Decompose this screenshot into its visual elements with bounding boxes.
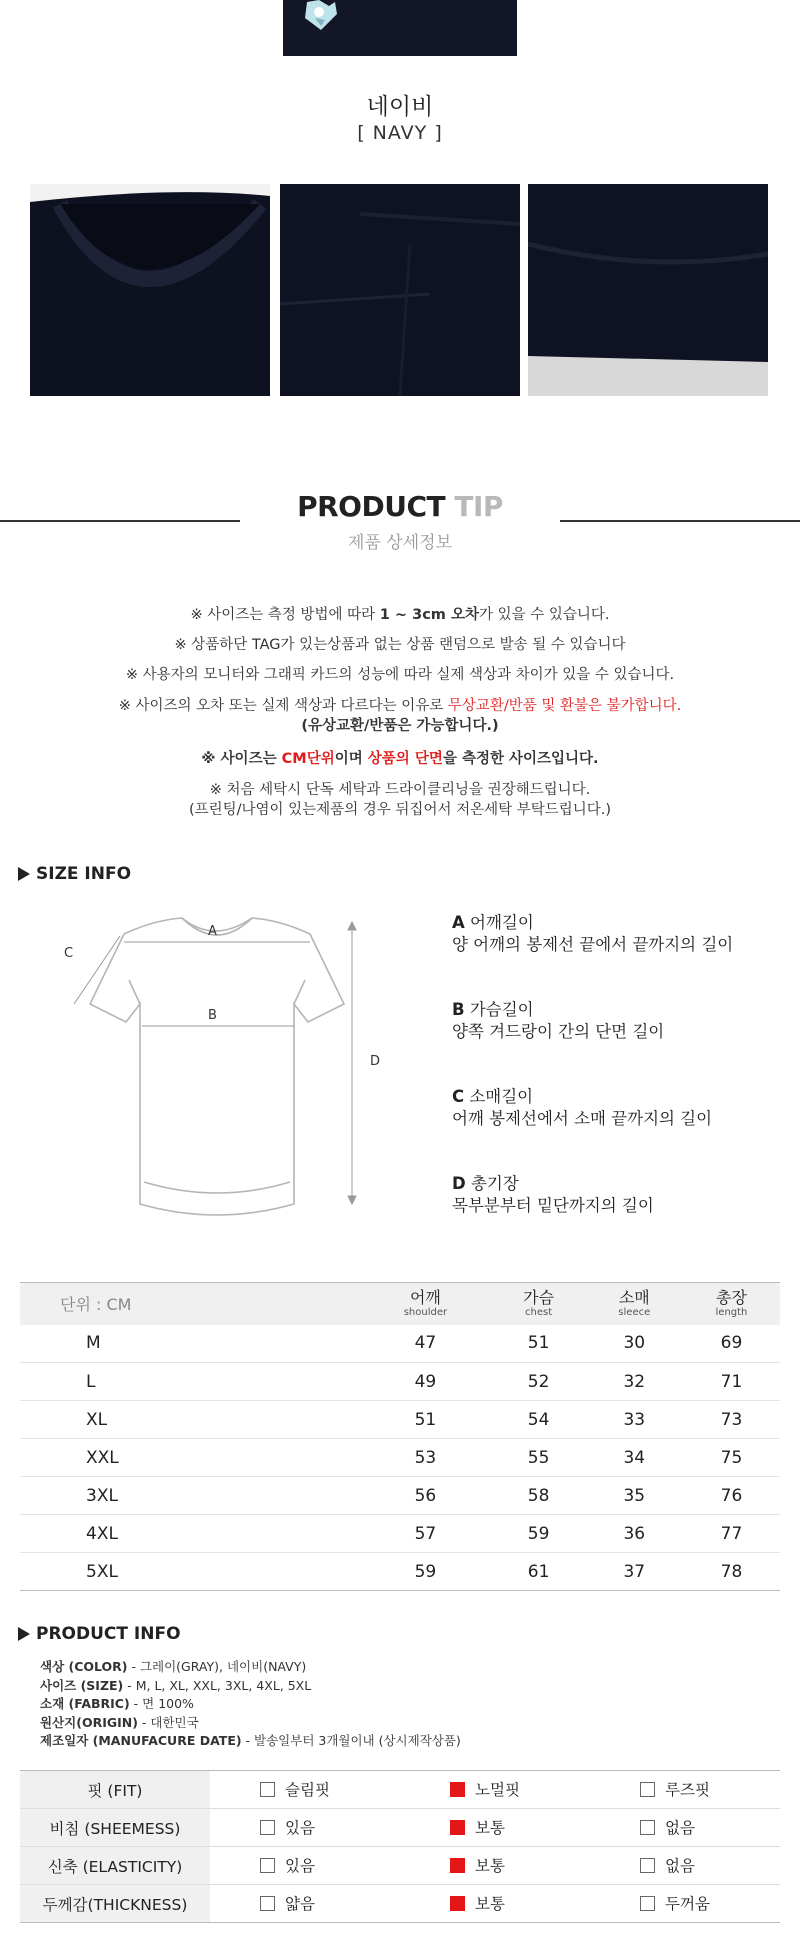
table-row [20,1439,780,1477]
table-cell: 69 [683,1325,780,1363]
table-cell: 59 [359,1553,491,1591]
col-shoulder: 어깨 shoulder [359,1283,491,1325]
checkbox-icon [640,1782,655,1797]
list-item: 사이즈 (SIZE) - M, L, XL, XXL, 3XL, 4XL, 5XL [40,1677,312,1693]
checkbox-icon [260,1858,275,1873]
checkbox-icon [260,1820,275,1835]
table-cell: 34 [586,1439,683,1477]
table-cell: 4XL [20,1515,359,1553]
table-cell: 75 [683,1439,780,1477]
table-cell: 77 [683,1515,780,1553]
table-row [20,1363,780,1401]
table-cell: 33 [586,1401,683,1439]
note-5: ※ 사이즈는 CM단위이며 상품의 단면을 측정한 사이즈입니다. [201,751,599,767]
list-item: 색상 (COLOR) - 그레이(GRAY), 네이비(NAVY) [40,1659,307,1674]
size-table-header [20,1283,780,1325]
table-row [20,1515,780,1553]
list-item: 원산지(ORIGIN) - 대한민국 [40,1714,199,1730]
checkbox-icon [450,1782,465,1797]
table-row [20,1553,780,1591]
table-cell: 71 [683,1363,780,1401]
checkbox-icon [640,1896,655,1911]
table-cell: M [20,1325,359,1363]
col-chest: 가슴 chest [492,1283,586,1325]
table-cell: 37 [586,1553,683,1591]
checkbox-icon [450,1820,465,1835]
tshirt-outline-icon [54,904,404,1224]
table-row [20,1325,780,1363]
checkbox-icon [260,1782,275,1797]
fit-row: 신축 (ELASTICITY) 있음 보통 없음 [20,1847,780,1885]
table-cell: 57 [359,1515,491,1553]
table-cell: 59 [492,1515,586,1553]
table-cell: 53 [359,1439,491,1477]
fit-row-label: 두께감(THICKNESS) [20,1885,210,1923]
fit-row: 두께감(THICKNESS) 얇음 보통 두꺼움 [20,1885,780,1923]
table-cell: 30 [586,1325,683,1363]
unit-label: 단위 : CM [20,1283,359,1325]
table-cell: 3XL [20,1477,359,1515]
table-cell: 54 [492,1401,586,1439]
table-cell: 58 [492,1477,586,1515]
checkbox-icon [640,1820,655,1835]
table-cell: 56 [359,1477,491,1515]
table-cell: 55 [492,1439,586,1477]
fit-row: 비침 (SHEEMESS) 있음 보통 없음 [20,1809,780,1847]
detail-photo-hem [280,184,520,396]
fit-row-label: 비침 (SHEEMESS) [20,1809,210,1847]
table-cell: 61 [492,1553,586,1591]
table-cell: L [20,1363,359,1401]
navy-tshirt-photo [283,0,517,56]
table-cell: 76 [683,1477,780,1515]
table-cell: XXL [20,1439,359,1477]
note-1: ※ 사이즈는 측정 방법에 따라 1 ~ 3cm 오차가 있을 수 있습니다. [190,607,610,623]
table-cell: 36 [586,1515,683,1553]
table-row [20,1477,780,1515]
product-tip-subtitle: 제품 상세정보 [348,533,452,553]
diagram-label-b: B [208,1008,217,1023]
table-cell: 51 [359,1401,491,1439]
size-table [20,1282,780,1591]
table-cell: 73 [683,1401,780,1439]
table-cell: 49 [359,1363,491,1401]
detail-photo-collar [30,184,270,396]
note-6a: ※ 처음 세탁시 단독 세탁과 드라이클리닝을 권장해드립니다. [209,782,591,798]
size-diagram [54,904,404,1224]
list-item: 제조일자 (MANUFACURE DATE) - 발송일부터 3개월이내 (상시제작상품) [40,1733,461,1748]
size-desc-d: D 총기장 목부분부터 밑단까지의 길이 [452,1174,654,1215]
triangle-bullet-icon [18,1627,30,1641]
fit-table [20,1770,780,1923]
diagram-label-d: D [370,1054,381,1069]
color-name-en: [ NAVY ] [357,122,443,144]
product-tip-title: PRODUCT TIP [297,490,503,523]
fit-row-label: 신축 (ELASTICITY) [20,1847,210,1885]
col-length: 총장 length [683,1283,780,1325]
diagram-label-a: A [208,924,217,939]
checkbox-icon [260,1896,275,1911]
size-desc-c: C 소매길이 어깨 봉제선에서 소매 끝까지의 길이 [452,1087,713,1128]
color-name: 네이비 [366,94,434,120]
table-cell: XL [20,1401,359,1439]
triangle-bullet-icon [18,867,30,881]
table-cell: 5XL [20,1553,359,1591]
size-info-heading: SIZE INFO [18,864,131,884]
size-desc-a: A 어깨길이 양 어깨의 봉제선 끝에서 끝까지의 길이 [452,913,734,954]
table-cell: 47 [359,1325,491,1363]
checkbox-icon [450,1896,465,1911]
table-cell: 52 [492,1363,586,1401]
table-cell: 32 [586,1363,683,1401]
checkbox-icon [640,1858,655,1873]
fit-row-label: 핏 (FIT) [20,1771,210,1809]
diagram-label-c: C [64,946,74,961]
fit-row: 핏 (FIT) 슬림핏 노멀핏 루즈핏 [20,1771,780,1809]
col-sleeve: 소매 sleece [586,1283,683,1325]
size-desc-b: B 가슴길이 양쪽 겨드랑이 간의 단면 길이 [452,1000,665,1041]
note-2: ※ 상품하단 TAG가 있는상품과 없는 상품 랜덤으로 발송 될 수 있습니다 [174,637,626,653]
table-cell: 78 [683,1553,780,1591]
table-row [20,1401,780,1439]
list-item: 소재 (FABRIC) - 면 100% [40,1696,194,1711]
note-3: ※ 사용자의 모니터와 그래픽 카드의 성능에 따라 실제 색상과 차이가 있을 수 있습니다. [125,667,675,683]
table-cell: 51 [492,1325,586,1363]
product-info-heading: PRODUCT INFO [18,1624,181,1644]
shirt-print-graphic [299,0,343,34]
table-cell: 35 [586,1477,683,1515]
note-4b: (유상교환/반품은 가능합니다.) [301,718,499,734]
note-4: ※ 사이즈의 오차 또는 실제 색상과 다르다는 이유로 무상교환/반품 및 환불은 불가합니다. [118,698,682,714]
product-info-list [40,1658,461,1751]
notice-block [0,600,800,820]
note-6b: (프린팅/나염이 있는제품의 경우 뒤집어서 저온세탁 부탁드립니다.) [188,802,612,818]
checkbox-icon [450,1858,465,1873]
detail-photo-seam [528,184,768,396]
